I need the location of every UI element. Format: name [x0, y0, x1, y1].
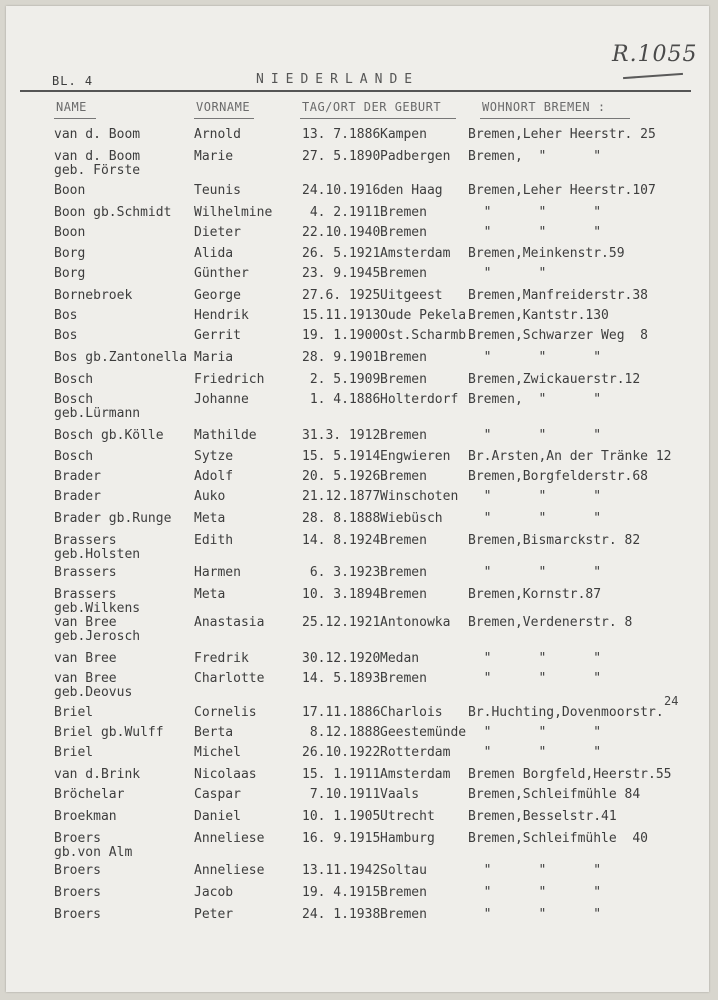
birth-date-cell: 15. 5.1914	[302, 449, 381, 464]
birth-place-cell: Bremen	[380, 469, 427, 484]
birth-date-cell: 22.10.1940	[302, 225, 381, 240]
firstname-cell: Fredrik	[194, 651, 249, 666]
surname-cell: Brader	[54, 469, 101, 484]
birth-date-cell: 30.12.1920	[302, 651, 381, 666]
birth-date-cell: 26. 5.1921	[302, 246, 381, 261]
address-cell: Bremen,Bismarckstr. 82	[468, 533, 641, 548]
birth-date-cell: 8.12.1888	[302, 725, 381, 740]
birth-date-cell: 16. 9.1915	[302, 831, 381, 846]
address-cell: " " "	[468, 350, 602, 365]
birth-date-cell: 21.12.1877	[302, 489, 381, 504]
firstname-cell: Friedrich	[194, 372, 265, 387]
birth-date-cell: 6. 3.1923	[302, 565, 381, 580]
address-cell: Bremen,Verdenerstr. 8	[468, 615, 633, 630]
address-cell: Bremen Borgfeld,Heerstr.55	[468, 767, 672, 782]
birth-date-cell: 27. 5.1890	[302, 149, 381, 164]
birth-place-cell: Vaals	[380, 787, 420, 802]
firstname-cell: Daniel	[194, 809, 241, 824]
address-cell: Bremen,Kornstr.87	[468, 587, 602, 602]
birth-place-cell: Padbergen	[380, 149, 451, 164]
maiden-name-cell: geb.Jerosch	[54, 629, 141, 644]
birth-place-cell: Utrecht	[380, 809, 435, 824]
maiden-name-cell: geb.Wilkens	[54, 601, 141, 616]
surname-cell: Briel gb.Wulff	[54, 725, 164, 740]
surname-cell: van Bree	[54, 671, 117, 686]
surname-cell: Briel	[54, 745, 94, 760]
address-cell: Br.Arsten,An der Tränke 12	[468, 449, 672, 464]
firstname-cell: Johanne	[194, 392, 249, 407]
firstname-cell: Maria	[194, 350, 234, 365]
surname-cell: Bröchelar	[54, 787, 125, 802]
firstname-cell: Harmen	[194, 565, 241, 580]
birth-date-cell: 13. 7.1886	[302, 127, 381, 142]
surname-cell: Broekman	[54, 809, 117, 824]
surname-cell: Borg	[54, 266, 86, 281]
maiden-name-cell: geb.Holsten	[54, 547, 141, 562]
firstname-cell: Dieter	[194, 225, 241, 240]
birth-place-cell: Holterdorf	[380, 392, 459, 407]
firstname-cell: Meta	[194, 511, 226, 526]
address-cell: Bremen,Zwickauerstr.12	[468, 372, 641, 387]
firstname-cell: Gerrit	[194, 328, 241, 343]
birth-place-cell: Bremen	[380, 428, 427, 443]
address-cell: " " "	[468, 205, 602, 220]
handwritten-underline	[623, 73, 683, 79]
firstname-cell: Arnold	[194, 127, 241, 142]
maiden-name-cell: geb.Deovus	[54, 685, 133, 700]
birth-place-cell: Ost.Scharmb.	[380, 328, 474, 343]
birth-date-cell: 23. 9.1945	[302, 266, 381, 281]
header-name-underline	[54, 118, 96, 119]
surname-cell: Bos	[54, 328, 78, 343]
firstname-cell: Sytze	[194, 449, 234, 464]
address-cell: Bremen,Besselstr.41	[468, 809, 617, 824]
birth-date-cell: 20. 5.1926	[302, 469, 381, 484]
firstname-cell: Nicolaas	[194, 767, 257, 782]
surname-cell: Bosch	[54, 372, 94, 387]
address-cell: " " "	[468, 745, 602, 760]
birth-date-cell: 15.11.1913	[302, 308, 381, 323]
address-cell: " " "	[468, 565, 602, 580]
surname-cell: Brassers	[54, 565, 117, 580]
firstname-cell: Anneliese	[194, 831, 265, 846]
birth-place-cell: Uitgeest	[380, 288, 443, 303]
surname-cell: Briel	[54, 705, 94, 720]
birth-date-cell: 27.6. 1925	[302, 288, 381, 303]
birth-date-cell: 17.11.1886	[302, 705, 381, 720]
surname-cell: Bos	[54, 308, 78, 323]
surname-cell: van Bree	[54, 615, 117, 630]
address-cell: " " "	[468, 225, 602, 240]
maiden-name-cell: geb. Förste	[54, 163, 141, 178]
firstname-cell: Marie	[194, 149, 234, 164]
firstname-cell: Adolf	[194, 469, 234, 484]
address-cell: " " "	[468, 489, 602, 504]
birth-place-cell: Bremen	[380, 205, 427, 220]
birth-place-cell: Amsterdam	[380, 246, 451, 261]
firstname-cell: George	[194, 288, 241, 303]
surname-cell: Brader	[54, 489, 101, 504]
birth-place-cell: Bremen	[380, 671, 427, 686]
address-cell: Br.Huchting,Dovenmoorstr.	[468, 705, 664, 720]
birth-place-cell: Bremen	[380, 885, 427, 900]
surname-cell: van d.Brink	[54, 767, 141, 782]
maiden-name-cell: gb.von Alm	[54, 845, 133, 860]
firstname-cell: Jacob	[194, 885, 234, 900]
birth-place-cell: Rotterdam	[380, 745, 451, 760]
address-cell: Bremen,Manfreiderstr.38	[468, 288, 649, 303]
birth-date-cell: 19. 4.1915	[302, 885, 381, 900]
address-cell: Bremen,Schwarzer Weg 8	[468, 328, 649, 343]
firstname-cell: Wilhelmine	[194, 205, 273, 220]
birth-place-cell: Bremen	[380, 907, 427, 922]
birth-date-cell: 31.3. 1912	[302, 428, 381, 443]
firstname-cell: Auko	[194, 489, 226, 504]
birth-place-cell: Wiebüsch	[380, 511, 443, 526]
birth-date-cell: 2. 5.1909	[302, 372, 381, 387]
surname-cell: Boon gb.Schmidt	[54, 205, 172, 220]
firstname-cell: Teunis	[194, 183, 241, 198]
birth-date-cell: 28. 8.1888	[302, 511, 381, 526]
header-name: NAME	[56, 100, 87, 114]
firstname-cell: Charlotte	[194, 671, 265, 686]
birth-place-cell: Engwieren	[380, 449, 451, 464]
firstname-cell: Michel	[194, 745, 241, 760]
surname-cell: Bosch	[54, 392, 94, 407]
birth-place-cell: Antonowka	[380, 615, 451, 630]
address-cell: Bremen,Schleifmühle 40	[468, 831, 649, 846]
address-cell: " " "	[468, 428, 602, 443]
birth-date-cell: 24.10.1916	[302, 183, 381, 198]
address-cell: " " "	[468, 885, 602, 900]
surname-cell: Broers	[54, 885, 101, 900]
firstname-cell: Hendrik	[194, 308, 249, 323]
firstname-cell: Anastasia	[194, 615, 265, 630]
birth-place-cell: Bremen	[380, 372, 427, 387]
surname-cell: van d. Boom	[54, 127, 141, 142]
firstname-cell: Anneliese	[194, 863, 265, 878]
surname-cell: Boon	[54, 225, 86, 240]
surname-cell: Brassers	[54, 587, 117, 602]
address-cell: " " "	[468, 511, 602, 526]
address-cell: " "	[468, 266, 547, 281]
address-cell: " " "	[468, 725, 602, 740]
surname-cell: Bosch gb.Kölle	[54, 428, 164, 443]
birth-place-cell: Bremen	[380, 266, 427, 281]
address-cell: Bremen,Leher Heerstr.107	[468, 183, 656, 198]
firstname-cell: Mathilde	[194, 428, 257, 443]
birth-date-cell: 15. 1.1911	[302, 767, 381, 782]
address-cell: Bremen,Kantstr.130	[468, 308, 609, 323]
firstname-cell: Alida	[194, 246, 234, 261]
birth-date-cell: 1. 4.1886	[302, 392, 381, 407]
header-residence: WOHNORT BREMEN :	[482, 100, 606, 114]
address-cell: " " "	[468, 863, 602, 878]
address-cell: " " "	[468, 907, 602, 922]
birth-place-cell: Bremen	[380, 225, 427, 240]
address-cell: Bremen,Borgfelderstr.68	[468, 469, 649, 484]
firstname-cell: Peter	[194, 907, 234, 922]
birth-place-cell: Bremen	[380, 350, 427, 365]
maiden-name-cell: geb.Lürmann	[54, 406, 141, 421]
surname-cell: van Bree	[54, 651, 117, 666]
header-residence-underline	[480, 118, 630, 119]
header-birth: TAG/ORT DER GEBURT	[302, 100, 442, 114]
birth-date-cell: 14. 5.1893	[302, 671, 381, 686]
birth-place-cell: Kampen	[380, 127, 427, 142]
surname-cell: Boon	[54, 183, 86, 198]
surname-cell: Borg	[54, 246, 86, 261]
birth-place-cell: den Haag	[380, 183, 443, 198]
birth-place-cell: Oude Pekela	[380, 308, 467, 323]
birth-place-cell: Amsterdam	[380, 767, 451, 782]
surname-cell: Broers	[54, 831, 101, 846]
surname-cell: Brassers	[54, 533, 117, 548]
birth-place-cell: Soltau	[380, 863, 427, 878]
surname-cell: Bosch	[54, 449, 94, 464]
address-cell: " " "	[468, 651, 602, 666]
surname-cell: Bos gb.Zantonella	[54, 350, 188, 365]
surname-cell: Broers	[54, 863, 101, 878]
birth-place-cell: Medan	[380, 651, 420, 666]
side-number: 24	[664, 694, 679, 708]
firstname-cell: Cornelis	[194, 705, 257, 720]
address-cell: Bremen,Leher Heerstr. 25	[468, 127, 656, 142]
firstname-cell: Meta	[194, 587, 226, 602]
birth-place-cell: Hamburg	[380, 831, 435, 846]
birth-date-cell: 7.10.1911	[302, 787, 381, 802]
birth-date-cell: 25.12.1921	[302, 615, 381, 630]
address-cell: Bremen,Meinkenstr.59	[468, 246, 625, 261]
address-cell: Bremen, " "	[468, 392, 602, 407]
handwritten-reference: R.1055	[612, 42, 698, 67]
birth-date-cell: 24. 1.1938	[302, 907, 381, 922]
birth-date-cell: 19. 1.1900	[302, 328, 381, 343]
surname-cell: Broers	[54, 907, 101, 922]
header-firstname-underline	[194, 118, 254, 119]
header-rule	[20, 90, 691, 92]
firstname-cell: Günther	[194, 266, 249, 281]
country-title: NIEDERLANDE	[256, 72, 420, 87]
birth-place-cell: Charlois	[380, 705, 443, 720]
header-firstname: VORNAME	[196, 100, 251, 114]
firstname-cell: Edith	[194, 533, 234, 548]
surname-cell: Brader gb.Runge	[54, 511, 172, 526]
birth-place-cell: Bremen	[380, 533, 427, 548]
birth-date-cell: 28. 9.1901	[302, 350, 381, 365]
address-cell: Bremen,Schleifmühle 84	[468, 787, 641, 802]
birth-date-cell: 13.11.1942	[302, 863, 381, 878]
birth-date-cell: 14. 8.1924	[302, 533, 381, 548]
birth-date-cell: 10. 1.1905	[302, 809, 381, 824]
address-cell: " " "	[468, 671, 602, 686]
birth-place-cell: Bremen	[380, 587, 427, 602]
birth-date-cell: 26.10.1922	[302, 745, 381, 760]
firstname-cell: Caspar	[194, 787, 241, 802]
surname-cell: van d. Boom	[54, 149, 141, 164]
birth-place-cell: Winschoten	[380, 489, 459, 504]
sheet-number: BL. 4	[52, 74, 94, 88]
birth-date-cell: 4. 2.1911	[302, 205, 381, 220]
firstname-cell: Berta	[194, 725, 234, 740]
document-page	[6, 6, 709, 992]
birth-date-cell: 10. 3.1894	[302, 587, 381, 602]
birth-place-cell: Bremen	[380, 565, 427, 580]
header-birth-underline	[300, 118, 456, 119]
surname-cell: Bornebroek	[54, 288, 133, 303]
address-cell: Bremen, " "	[468, 149, 602, 164]
birth-place-cell: Geestemünde	[380, 725, 467, 740]
